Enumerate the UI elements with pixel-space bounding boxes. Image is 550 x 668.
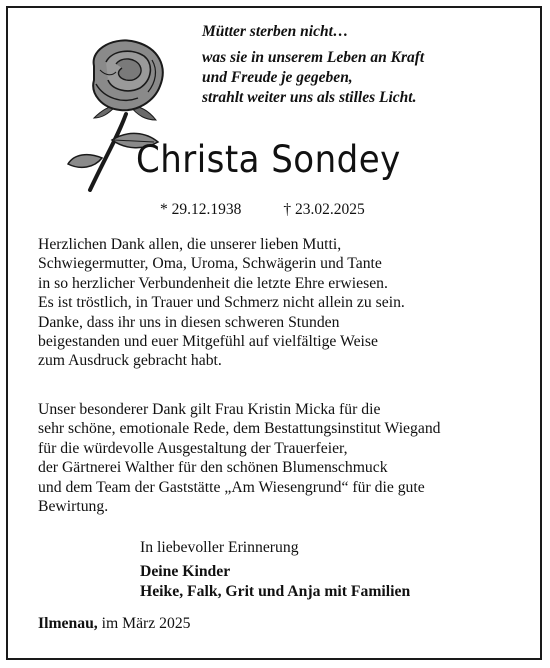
- text-line: Herzlichen Dank allen, die unserer lieben Mutti,: [38, 236, 342, 253]
- poem-line: strahlt weiter uns als stilles Licht.: [202, 89, 417, 106]
- text-line: beigestanden und euer Mitgefühl auf vielfältige Weise: [38, 333, 378, 351]
- thanks-paragraph: [38, 235, 532, 371]
- closing-line: In liebevoller Erinnerung: [140, 539, 299, 556]
- birth-date: * 29.12.1938: [160, 201, 242, 218]
- text-line: sehr schöne, emotionale Rede, dem Bestattungsinstitut Wiegand: [38, 420, 441, 438]
- place-town: Ilmenau,: [38, 615, 98, 632]
- text-line: der Gärtnerei Walther für den schönen Blumenschmuck: [38, 459, 388, 477]
- text-line: Unser besonderer Dank gilt Frau Kristin Micka für die: [38, 401, 381, 418]
- signer-line: Heike, Falk, Grit und Anja mit Familien: [140, 583, 411, 600]
- text-line: für die würdevolle Ausgestaltung der Trauerfeier,: [38, 439, 348, 457]
- text-line: Es ist tröstlich, in Trauer und Schmerz nicht allein zu sein.: [38, 294, 405, 312]
- poem-line: was sie in unserem Leben an Kraft: [202, 49, 425, 66]
- deceased-name: Christa Sondey: [136, 138, 401, 181]
- place-and-date: [38, 615, 191, 633]
- poem-line: Mütter sterben nicht…: [202, 23, 349, 40]
- signers: [140, 562, 410, 602]
- poem-line: und Freude je gegeben,: [202, 69, 353, 86]
- text-line: und dem Team der Gaststätte „Am Wiesengrund“ für die gute: [38, 478, 425, 496]
- text-line: zum Ausdruck gebracht habt.: [38, 352, 222, 370]
- memorial-poem: [202, 22, 522, 108]
- special-thanks-paragraph: [38, 400, 532, 516]
- text-line: Danke, dass ihr uns in diesen schweren Stunden: [38, 313, 340, 331]
- death-date: † 23.02.2025: [283, 201, 365, 218]
- text-line: Schwiegermutter, Oma, Uroma, Schwägerin und Tante: [38, 255, 382, 273]
- life-dates: [160, 201, 365, 219]
- text-line: Bewirtung.: [38, 498, 109, 516]
- place-date: im März 2025: [101, 615, 191, 632]
- text-line: in so herzlicher Verbundenheit die letzte Ehre erwiesen.: [38, 274, 388, 292]
- signer-line: Deine Kinder: [140, 563, 231, 580]
